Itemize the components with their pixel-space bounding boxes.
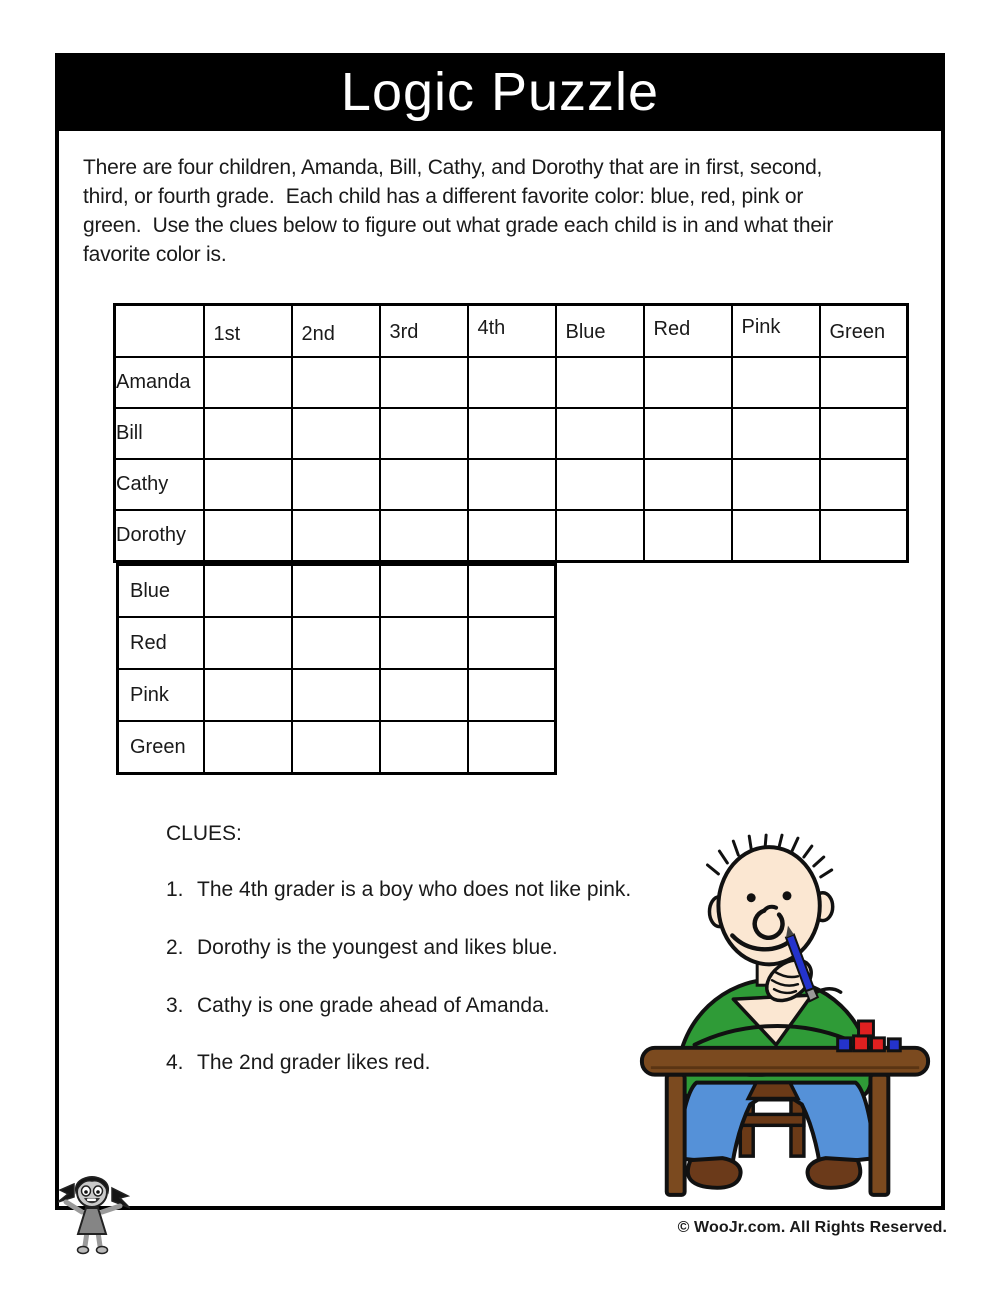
answer-cell xyxy=(468,617,556,669)
intro-line: There are four children, Amanda, Bill, Cathy, and Dorothy that are in first, second, xyxy=(83,156,823,179)
answer-cell xyxy=(292,669,380,721)
mascot-foot xyxy=(78,1247,89,1254)
intro-line: third, or fourth grade. Each child has a different favorite color: blue, red, pink or xyxy=(83,185,804,208)
clue-item xyxy=(166,1051,430,1075)
answer-cell xyxy=(732,357,820,408)
answer-cell xyxy=(204,721,292,774)
col-header-pink: Pink xyxy=(732,305,820,358)
answer-cell xyxy=(556,357,644,408)
grid-corner-cell xyxy=(115,305,204,358)
answer-cell xyxy=(380,510,468,562)
answer-cell xyxy=(468,721,556,774)
col-header-green: Green xyxy=(820,305,908,358)
answer-cell xyxy=(820,408,908,459)
answer-cell xyxy=(204,669,292,721)
answer-cell xyxy=(380,459,468,510)
answer-cell xyxy=(292,565,380,618)
row-label-amanda: Amanda xyxy=(115,357,204,408)
answer-cell xyxy=(556,459,644,510)
mascot-pigtail xyxy=(58,1184,74,1202)
col-header-blue: Blue xyxy=(556,305,644,358)
answer-cell xyxy=(292,510,380,562)
boy-shoe xyxy=(808,1158,861,1188)
table-row xyxy=(115,459,908,510)
mascot-pupil xyxy=(84,1190,88,1194)
answer-cell xyxy=(204,357,292,408)
clue-item xyxy=(166,878,631,902)
copyright-text: © WooJr.com. All Rights Reserved. xyxy=(677,1219,947,1236)
table-row xyxy=(118,617,556,669)
col-header-1st: 1st xyxy=(204,305,292,358)
answer-cell xyxy=(380,721,468,774)
answer-cell xyxy=(468,510,556,562)
answer-cell xyxy=(732,510,820,562)
answer-cell xyxy=(204,459,292,510)
row-label-pink: Pink xyxy=(118,669,204,721)
table-row xyxy=(115,510,908,562)
answer-cell xyxy=(468,459,556,510)
logic-grid-upper xyxy=(113,303,909,563)
table-row xyxy=(115,408,908,459)
answer-cell xyxy=(732,408,820,459)
table-row xyxy=(118,669,556,721)
answer-cell xyxy=(204,617,292,669)
clue-number: 2. xyxy=(166,936,184,959)
answer-cell xyxy=(292,459,380,510)
grid-header-row xyxy=(115,305,908,358)
answer-cell xyxy=(380,617,468,669)
table-row xyxy=(118,721,556,774)
mascot-teeth xyxy=(87,1199,96,1202)
clue-number: 1. xyxy=(166,878,184,901)
mascot-foot xyxy=(97,1247,108,1254)
clue-number: 4. xyxy=(166,1051,184,1074)
answer-cell xyxy=(644,408,732,459)
answer-cell xyxy=(204,565,292,618)
logic-grid-lower xyxy=(116,563,557,775)
col-header-3rd: 3rd xyxy=(380,305,468,358)
intro-line: favorite color is. xyxy=(83,243,227,266)
answer-cell xyxy=(820,459,908,510)
answer-cell xyxy=(820,357,908,408)
answer-cell xyxy=(292,617,380,669)
stool-seat xyxy=(748,1083,798,1099)
answer-cell xyxy=(204,510,292,562)
answer-cell xyxy=(204,408,292,459)
table-row xyxy=(115,357,908,408)
row-label-bill: Bill xyxy=(115,408,204,459)
answer-cell xyxy=(292,721,380,774)
answer-cell xyxy=(292,408,380,459)
clue-number: 3. xyxy=(166,994,184,1017)
title-bar xyxy=(55,53,945,131)
boy-eye xyxy=(783,891,792,900)
answer-cell xyxy=(380,669,468,721)
table-row xyxy=(118,565,556,618)
row-label-cathy: Cathy xyxy=(115,459,204,510)
intro-line: green. Use the clues below to figure out what grade each child is in and what their xyxy=(83,214,834,237)
clues-heading: CLUES: xyxy=(166,822,242,845)
answer-cell xyxy=(380,357,468,408)
answer-cell xyxy=(820,510,908,562)
clue-item xyxy=(166,994,550,1018)
clue-item xyxy=(166,936,558,960)
answer-cell xyxy=(468,357,556,408)
girl-mascot-logo xyxy=(58,1164,130,1256)
row-label-red: Red xyxy=(118,617,204,669)
answer-cell xyxy=(732,459,820,510)
page-title: Logic Puzzle xyxy=(340,62,660,122)
intro-paragraph xyxy=(83,153,833,269)
clue-text: Cathy is one grade ahead of Amanda. xyxy=(197,994,550,1017)
answer-cell xyxy=(468,565,556,618)
boy-eye xyxy=(747,893,756,902)
answer-cell xyxy=(468,669,556,721)
col-header-red: Red xyxy=(644,305,732,358)
col-header-2nd: 2nd xyxy=(292,305,380,358)
clue-text: Dorothy is the youngest and likes blue. xyxy=(197,936,558,959)
answer-cell xyxy=(292,357,380,408)
col-header-4th: 4th xyxy=(468,305,556,358)
mascot-pupil xyxy=(96,1190,100,1194)
answer-cell xyxy=(644,510,732,562)
answer-cell xyxy=(380,408,468,459)
boy-shoe xyxy=(688,1158,741,1188)
clue-text: The 4th grader is a boy who does not like pink. xyxy=(197,878,632,901)
answer-cell xyxy=(380,565,468,618)
mascot-arm xyxy=(102,1206,120,1212)
answer-cell xyxy=(644,357,732,408)
mascot-arm xyxy=(66,1202,82,1212)
answer-cell xyxy=(556,510,644,562)
boy-at-desk-illustration xyxy=(627,833,943,1205)
answer-cell xyxy=(556,408,644,459)
clue-text: The 2nd grader likes red. xyxy=(197,1051,431,1074)
answer-cell xyxy=(644,459,732,510)
row-label-blue: Blue xyxy=(118,565,204,618)
row-label-green: Green xyxy=(118,721,204,774)
row-label-dorothy: Dorothy xyxy=(115,510,204,562)
answer-cell xyxy=(468,408,556,459)
